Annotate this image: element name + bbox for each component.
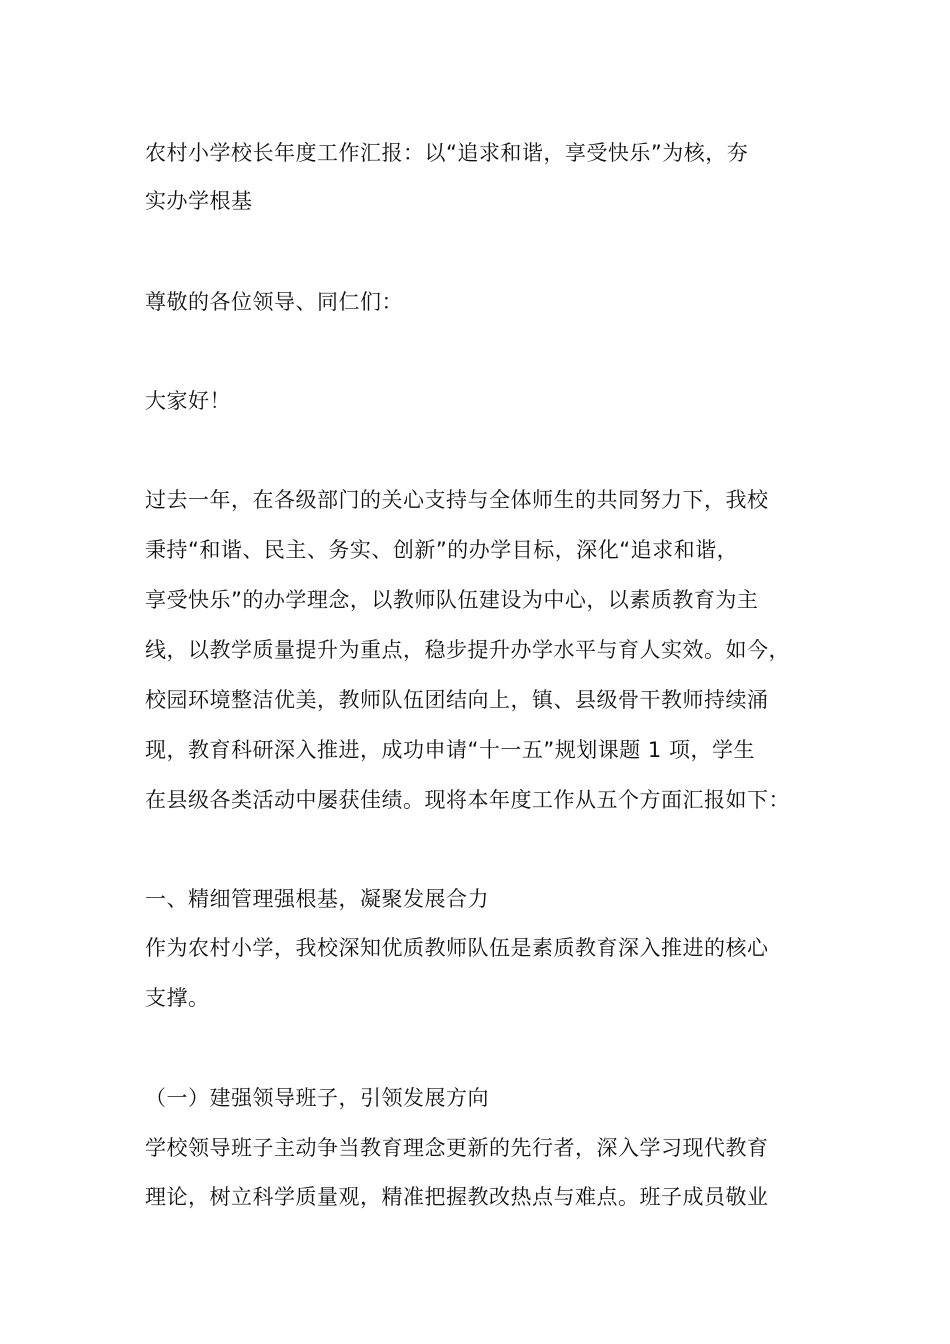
subsection1-line-1: 学校领导班子主动争当教育理念更新的先行者，深入学习现代教育 — [145, 1136, 769, 1160]
intro-line-7: 在县级各类活动中屡获佳绩。现将本年度工作从五个方面汇报如下： — [145, 788, 790, 812]
title-line-1: 农村小学校长年度工作汇报：以“追求和谐，享受快乐”为核，夯 — [145, 141, 749, 165]
hello: 大家好！ — [145, 389, 231, 413]
intro-line-2: 秉持“和谐、民主、务实、创新”的办学目标，深化“追求和谐， — [145, 538, 739, 562]
intro-line-6: 现，教育科研深入推进，成功申请“十一五”规划课题 1 项，学生 — [145, 738, 755, 762]
section1-heading: 一、精细管理强根基，凝聚发展合力 — [145, 887, 489, 911]
intro-line-1: 过去一年，在各级部门的关心支持与全体师生的共同努力下，我校 — [145, 488, 769, 512]
intro-line-5: 校园环境整洁优美，教师队伍团结向上，镇、县级骨干教师持续涌 — [145, 688, 769, 712]
subsection1-line-2: 理论，树立科学质量观，精准把握教改热点与难点。班子成员敬业 — [145, 1185, 769, 1209]
greeting: 尊敬的各位领导、同仁们： — [145, 290, 403, 314]
intro-line-4: 线，以教学质量提升为重点，稳步提升办学水平与育人实效。如今， — [145, 638, 790, 662]
subsection1-heading: （一）建强领导班子，引领发展方向 — [145, 1086, 489, 1110]
section1-line-2: 支撑。 — [145, 986, 210, 1010]
section1-line-1: 作为农村小学，我校深知优质教师队伍是素质教育深入推进的核心 — [145, 936, 769, 960]
title-line-2: 实办学根基 — [145, 189, 253, 213]
intro-line-3: 享受快乐”的办学理念，以教师队伍建设为中心，以素质教育为主 — [145, 588, 759, 612]
